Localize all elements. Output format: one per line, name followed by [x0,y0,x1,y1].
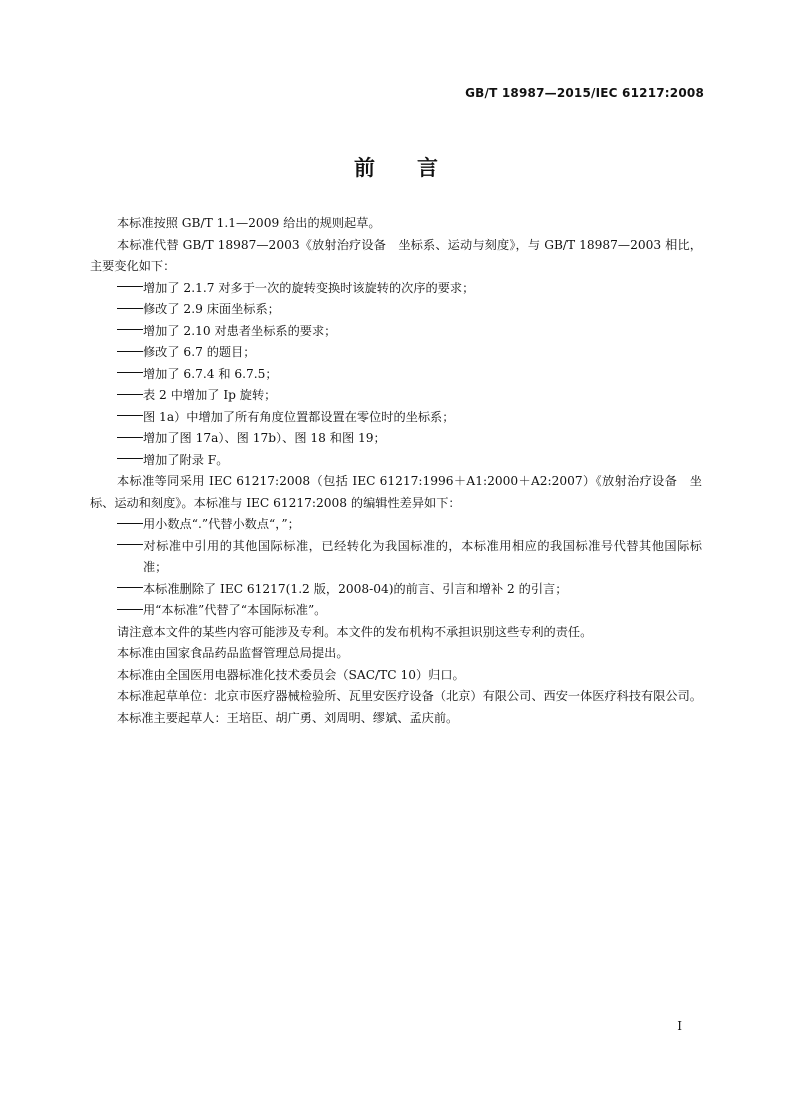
list-item: 本标准删除了 IEC 61217(1.2 版，2008-04)的前言、引言和增补 2 的引言； [90,579,702,601]
list-item: 增加了 2.10 对患者坐标系的要求； [90,321,702,343]
dash-bullet [117,458,143,459]
list-item: 增加了附录 F。 [90,450,702,472]
dash-bullet [117,437,143,438]
dash-bullet [117,587,143,588]
list-item: 修改了 2.9 床面坐标系； [90,299,702,321]
list-item: 表 2 中增加了 Ip 旋转； [90,385,702,407]
paragraph-proposer: 本标准由国家食品药品监督管理总局提出。 [117,646,349,660]
page-number: I [677,1019,682,1033]
dash-bullet [117,544,143,545]
dash-bullet [117,351,143,352]
paragraph-replacement: 本标准代替 GB/T 18987—2003《放射治疗设备 坐标系、运动与刻度》，与 GB/T 18987—2003 相比，主要变化如下： [90,237,702,273]
list-item: 增加了 6.7.4 和 6.7.5； [90,364,702,386]
paragraph-drafters: 本标准主要起草人：王培臣、胡广勇、刘周明、缪斌、孟庆前。 [117,710,459,725]
paragraph-drafting-rules: 本标准按照 GB/T 1.1—2009 给出的规则起草。 [117,216,381,230]
list-item: 修改了 6.7 的题目； [90,342,702,364]
foreword-body [90,213,702,729]
list-item: 增加了 2.1.7 对多于一次的旋转变换时该旋转的次序的要求； [90,278,702,300]
list-item: 用小数点“.”代替小数点“，”； [90,514,702,536]
dash-bullet [117,372,143,373]
page-title: 前言 [354,156,480,180]
dash-bullet [117,329,143,330]
dash-bullet [117,609,143,610]
list-item: 增加了图 17a）、图 17b）、图 18 和图 19； [90,428,702,450]
paragraph-equivalence: 本标准等同采用 IEC 61217:2008（包括 IEC 61217:1996＋A1:2000＋A2:2007）《放射治疗设备 坐标、运动和刻度》。本标准与 IEC 61217:2008 的编辑性差异如下： [90,474,702,510]
paragraph-drafting-units: 本标准起草单位：北京市医疗器械检验所、瓦里安医疗设备（北京）有限公司、西安一体医疗科技有限公司。 [117,689,702,703]
dash-bullet [117,415,143,416]
list-item: 图 1a）中增加了所有角度位置都设置在零位时的坐标系； [90,407,702,429]
standard-code: GB/T 18987—2015/IEC 61217:2008 [465,86,704,100]
paragraph-committee: 本标准由全国医用电器标准化技术委员会（SAC/TC 10）归口。 [117,667,465,682]
dash-bullet [117,286,143,287]
dash-bullet [117,523,143,524]
list-item: 用“本标准”代替了“本国际标准”。 [90,600,702,622]
list-item: 对标准中引用的其他国际标准，已经转化为我国标准的，本标准用相应的我国标准号代替其他国际标准； [90,536,702,579]
dash-bullet [117,308,143,309]
dash-bullet [117,394,143,395]
paragraph-patent-notice: 请注意本文件的某些内容可能涉及专利。本文件的发布机构不承担识别这些专利的责任。 [117,624,593,639]
